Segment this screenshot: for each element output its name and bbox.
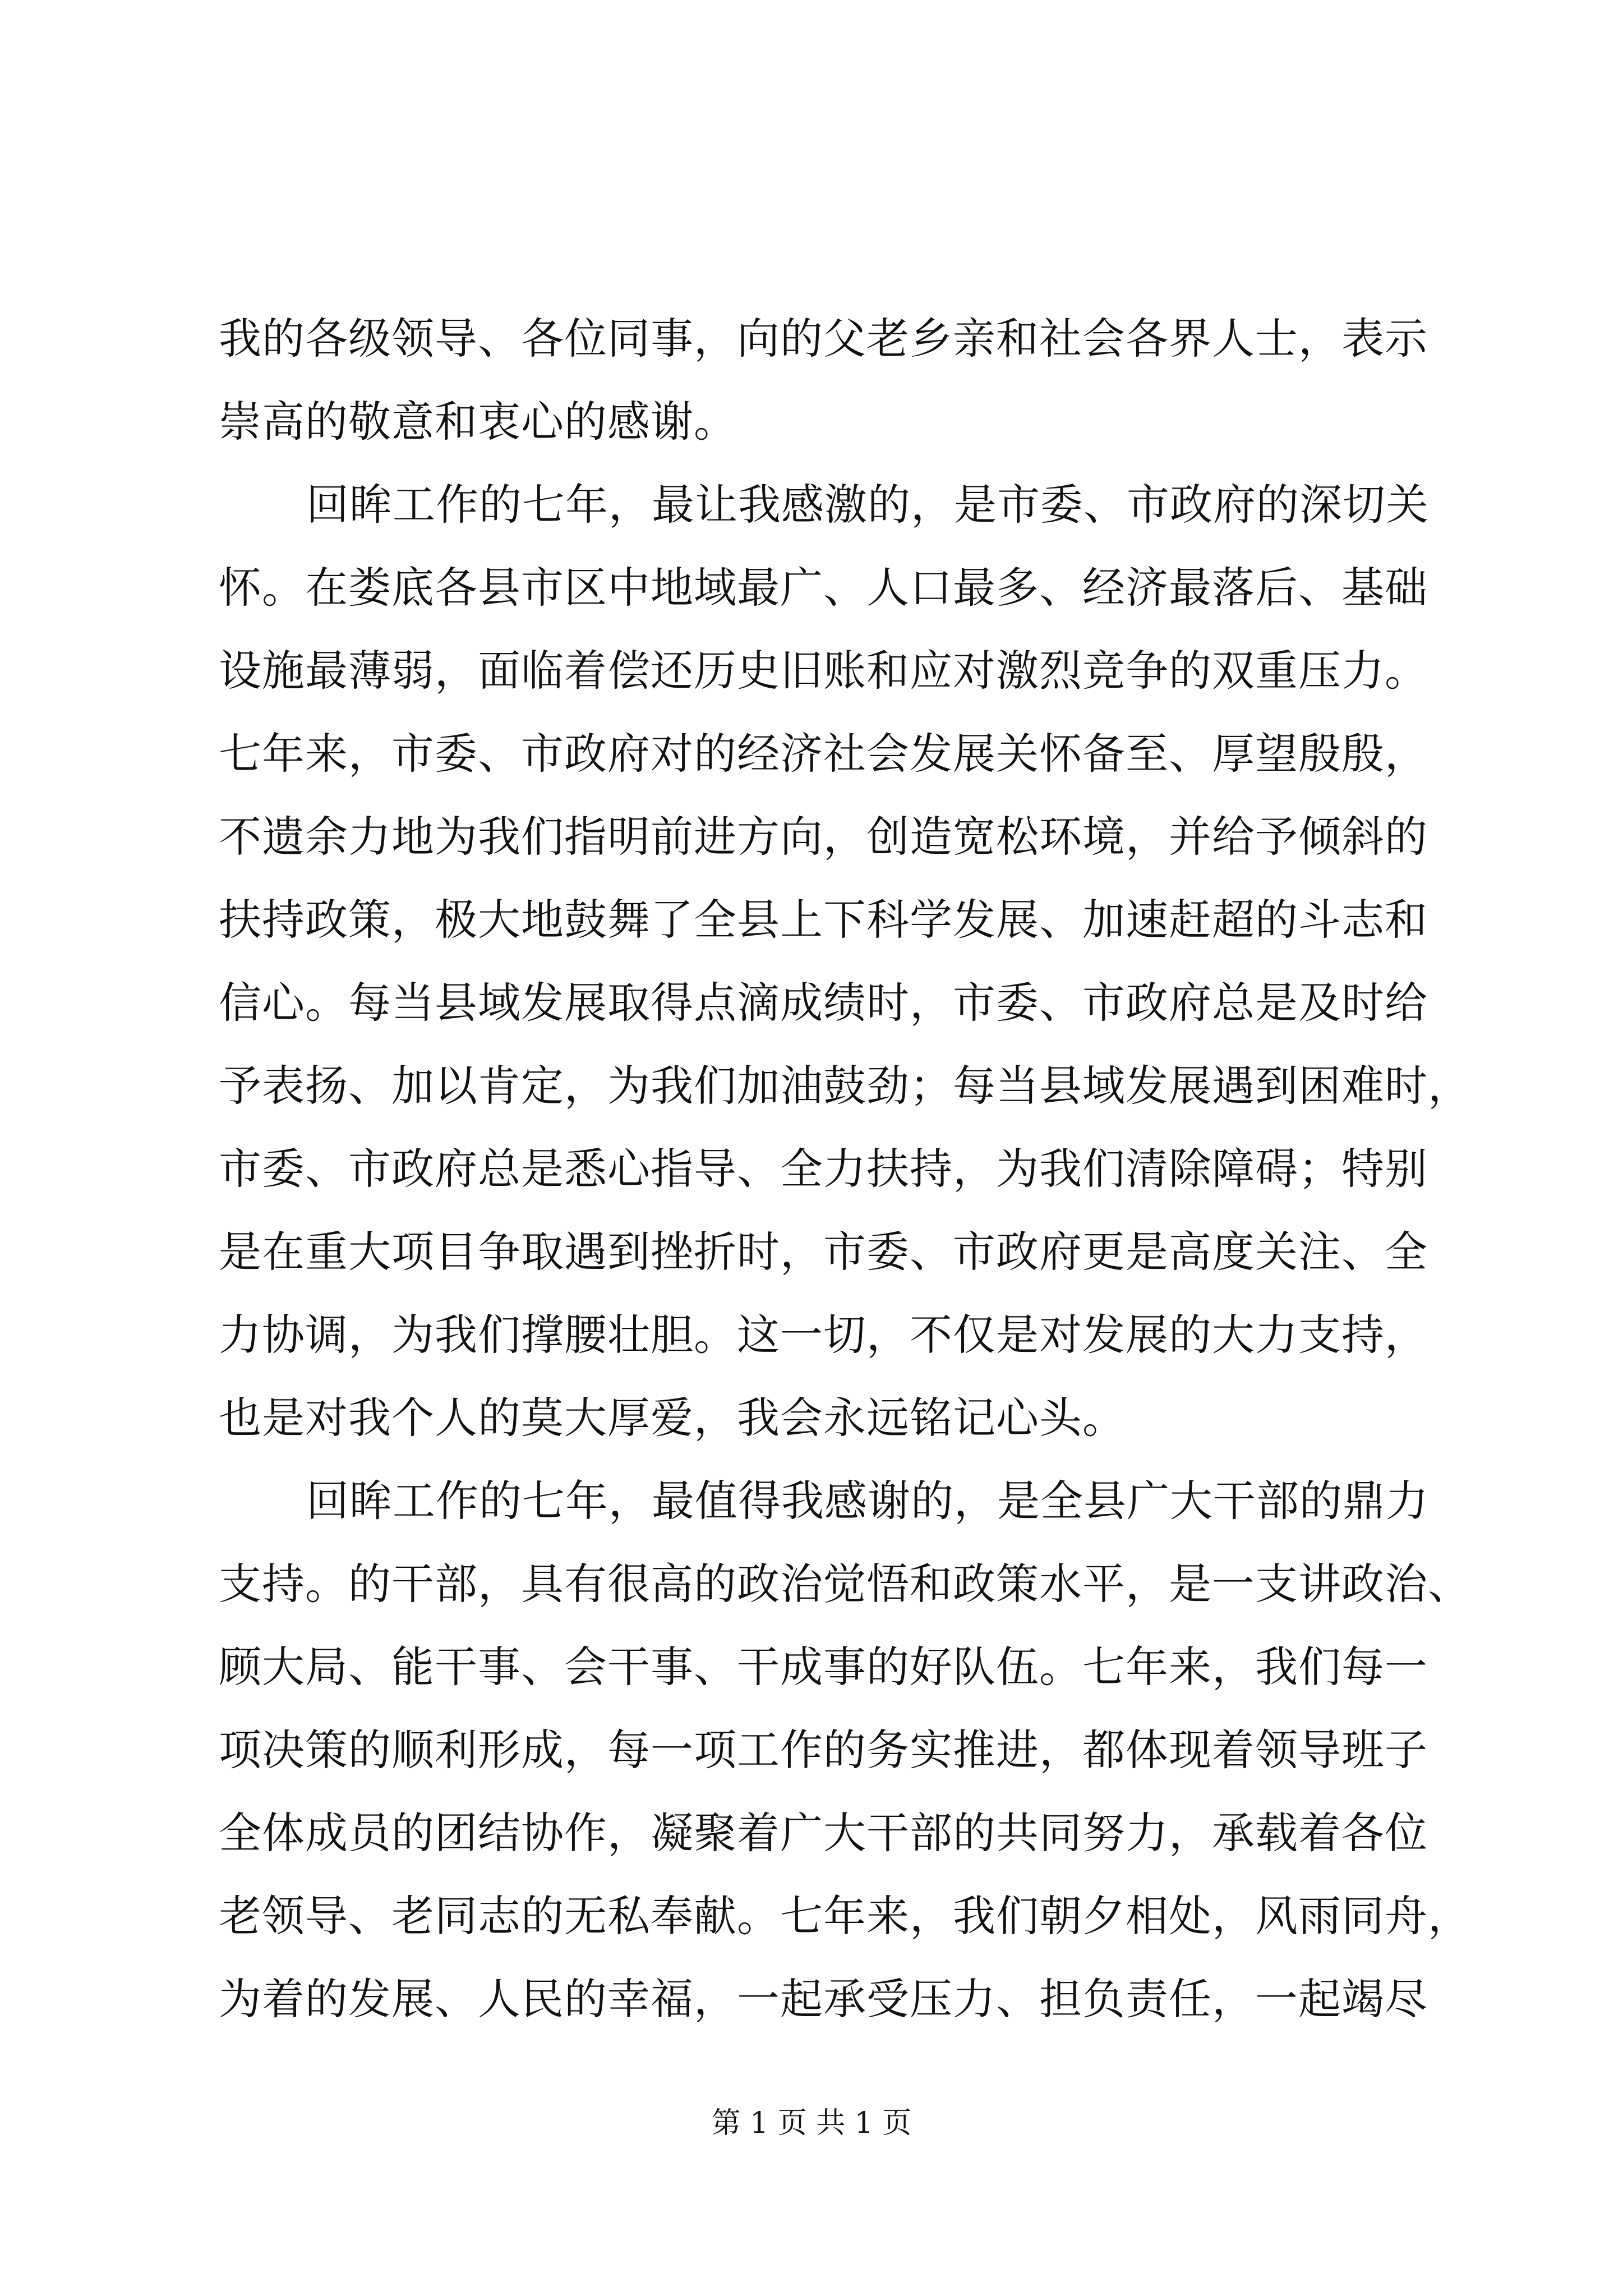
page-number: 第 1 页 共 1 页: [711, 2106, 912, 2140]
text-line: 老领导、老同志的无私奉献。七年来，我们朝夕相处，风雨同舟，: [219, 1891, 1471, 1941]
text-line: 设施最薄弱，面临着偿还历史旧账和应对激烈竞争的双重压力。: [219, 646, 1428, 696]
text-line: 全体成员的团结协作，凝聚着广大干部的共同努力，承载着各位: [219, 1808, 1428, 1858]
page-footer: [0, 2104, 1623, 2143]
text-line: 我的各级领导、各位同事，向的父老乡亲和社会各界人士，表示: [219, 314, 1428, 364]
text-line: 扶持政策，极大地鼓舞了全县上下科学发展、加速赶超的斗志和: [219, 895, 1428, 945]
document-body: [219, 297, 1471, 2041]
text-line: 信心。每当县域发展取得点滴成绩时，市委、市政府总是及时给: [219, 978, 1428, 1028]
text-line: 顾大局、能干事、会干事、干成事的好队伍。七年来，我们每一: [219, 1642, 1428, 1692]
text-line: 七年来，市委、市政府对的经济社会发展关怀备至、厚望殷殷，: [219, 729, 1428, 779]
text-line: 支持。的干部，具有很高的政治觉悟和政策水平，是一支讲政治、: [219, 1559, 1471, 1609]
text-line: 不遗余力地为我们指明前进方向，创造宽松环境，并给予倾斜的: [219, 812, 1428, 862]
paragraph-start-line: 回眸工作的七年，最让我感激的，是市委、市政府的深切关: [306, 480, 1429, 530]
text-line: 也是对我个人的莫大厚爱，我会永远铭记心头。: [219, 1393, 1126, 1443]
text-line: 力协调，为我们撑腰壮胆。这一切，不仅是对发展的大力支持，: [219, 1310, 1428, 1360]
text-line: 项决策的顺利形成，每一项工作的务实推进，都体现着领导班子: [219, 1725, 1428, 1775]
text-line: 予表扬、加以肯定，为我们加油鼓劲；每当县域发展遇到困难时，: [219, 1061, 1471, 1111]
text-line: 怀。在娄底各县市区中地域最广、人口最多、经济最落后、基础: [219, 563, 1428, 613]
text-line: 是在重大项目争取遇到挫折时，市委、市政府更是高度关注、全: [219, 1227, 1428, 1277]
text-line: 市委、市政府总是悉心指导、全力扶持，为我们清除障碍；特别: [219, 1144, 1428, 1194]
paragraph-start-line: 回眸工作的七年，最值得我感谢的，是全县广大干部的鼎力: [306, 1476, 1429, 1526]
text-line: 崇高的敬意和衷心的感谢。: [219, 397, 737, 447]
text-line: 为着的发展、人民的幸福，一起承受压力、担负责任，一起竭尽: [219, 1974, 1428, 2024]
